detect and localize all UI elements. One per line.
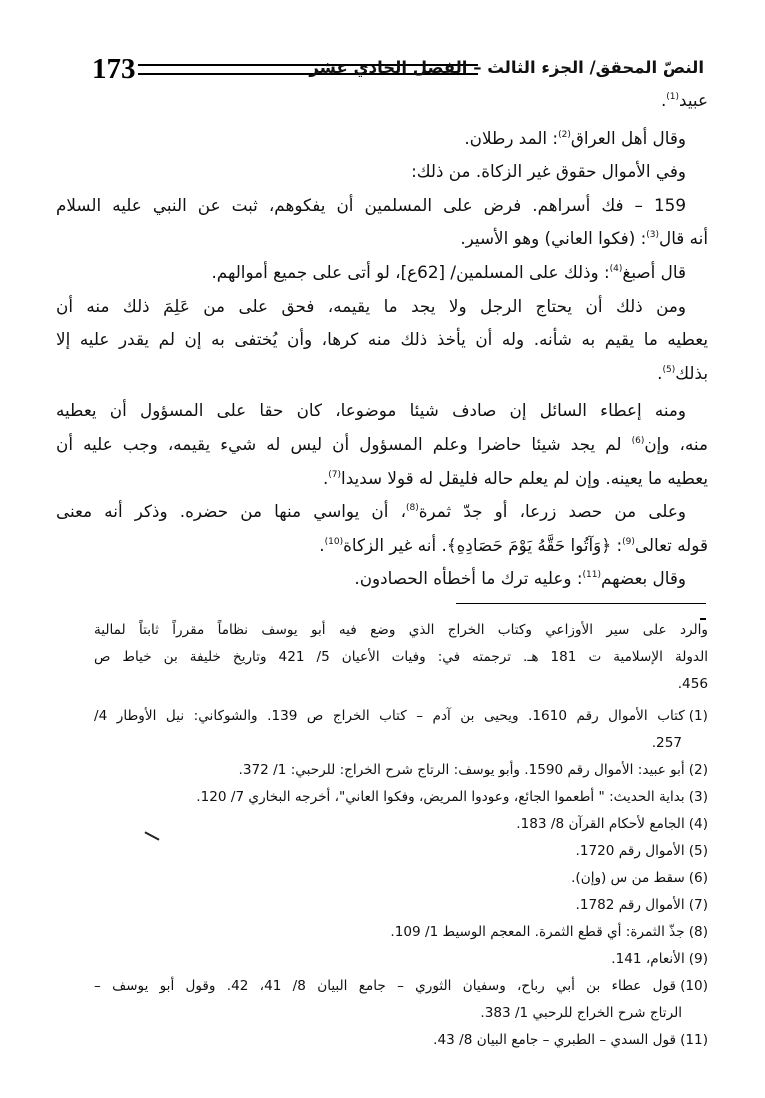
footnote-number: (5) xyxy=(688,843,708,859)
footnote-item: (3)بداية الحديث: " أطعموا الجائع، وعودوا المريض، وفكوا العاني"، أخرجه البخاري 7/ 120. xyxy=(196,789,708,805)
footnote-continued-line: والرد على سير الأوزاعي وكتاب الخراج الذي وضع فيه أبو يوسف نظاماً مقرراً ثابتاً لمالية xyxy=(94,622,708,638)
footnote-item: (11)قول السدي – الطبري – جامع البيان 8/ 43. xyxy=(433,1032,708,1048)
footnote-item: (4)الجامع لأحكام القرآن 8/ 183. xyxy=(516,816,708,832)
footnote-number: (9) xyxy=(688,951,708,967)
footnote-number: (2) xyxy=(688,762,708,778)
text-line: ومنه إعطاء السائل إن صادف شيئا موضوعا، كان حقا على المسؤول أن يعطيه xyxy=(56,400,686,421)
footnote-ref: (10) xyxy=(324,536,344,547)
footnote-ref: (3) xyxy=(646,230,659,241)
text-line: ومن ذلك أن يحتاج الرجل ولا يجد ما يقيمه، فحق على من عَلِمَ ذلك منه أن xyxy=(56,295,686,316)
text-line: عبيد$^{(1)}$. xyxy=(660,90,708,110)
text-line: يعطيه ما يعينه. وإن لم يعلم حاله فليقل له قولا سديدا$^{(7)}$. xyxy=(322,467,708,488)
text-line: 159 – فك أسراهم. فرض على المسلمين أن يفكوهم، ثبت عن النبي عليه السلام xyxy=(56,194,686,215)
footnote-number: (7) xyxy=(688,897,708,913)
footnote-ref: (9) xyxy=(622,536,635,547)
text-line: قال أصبغ$^{(4)}$: وذلك على المسلمين/ [62ع]، لو أتى على جميع أموالهم. xyxy=(211,261,686,282)
footnote-ref: (6) xyxy=(631,435,645,446)
text-line: وفي الأموال حقوق غير الزكاة. من ذلك: xyxy=(411,161,686,182)
footnote-number: (11) xyxy=(680,1032,708,1048)
running-head: النصّ المحقق/ الجزء الثالث – الفصل الحادي عشر xyxy=(309,58,704,77)
footnote-ref: (2) xyxy=(558,129,571,140)
footnote-number: (10) xyxy=(680,978,708,994)
footnote-item: (6)سقط من س (وإن). xyxy=(571,870,708,886)
text-line: وقال أهل العراق$^{(2)}$: المد رطلان. xyxy=(464,127,686,148)
footnote-ref: (7) xyxy=(328,469,342,480)
footnote-number: (3) xyxy=(688,789,708,805)
footnote-continued-line: الدولة الإسلامية ت 181 هـ. ترجمته في: وفيات الأعيان 5/ 421 وتاريخ خليفة بن خياط ص xyxy=(94,649,708,665)
footnote-ref: (4) xyxy=(609,263,623,274)
footnote-item: (2)أبو عبيد: الأموال رقم 1590. وأبو يوسف: الرتاج شرح الخراج: للرحبي: 1/ 372. xyxy=(238,762,708,778)
footnote-separator xyxy=(456,603,706,604)
footnote-item: (5)الأموال رقم 1720. xyxy=(575,843,708,859)
text-line: وعلى من حصد زرعا، أو جدّ ثمرة$^{(8)}$، أن يواسي منها من حضره. وذكر أنه معنى xyxy=(56,501,686,522)
text-line: وقال بعضهم$^{(11)}$: وعليه ترك ما أخطأه الحصادون. xyxy=(354,568,686,589)
footnote-ref: (8) xyxy=(405,503,419,514)
text-line: أنه قال$^{(3)}$: (فكوا العاني) وهو الأسير. xyxy=(460,228,708,249)
footnote-number: (4) xyxy=(688,816,708,832)
footnote-item: (10)قول عطاء بن أبي رباح، وسفيان الثوري – جامع البيان 8/ 41، 42. وقول أبو يوسف – xyxy=(94,978,708,994)
text-line: يعطيه ما يقيم به شأنه. وله أن يأخذ ذلك منه كرها، وأن يُختفى به إن لم يقدر عليه إلا xyxy=(56,329,708,350)
footnote-ref: (5) xyxy=(662,364,676,375)
footnotes xyxy=(94,617,708,1054)
text-line: قوله تعالى$^{(9)}$: ﴿وَآتُوا حَقَّهُ يَوْمَ حَصَادِهِ﴾. أنه غير الزكاة$^{(10)}$. xyxy=(319,534,708,555)
footnote-item: (1)كتاب الأموال رقم 1610. ويحيى بن آدم – كتاب الخراج ص 139. والشوكاني: نيل الأوطار 4/ xyxy=(94,708,708,724)
text-line: بذلك$^{(5)}$. xyxy=(657,362,708,383)
footnote-ref: (1) xyxy=(666,92,680,102)
footnote-continued-line: 456. xyxy=(677,676,708,692)
footnote-item: (7)الأموال رقم 1782. xyxy=(575,897,708,913)
footnote-item: (9)الأنعام، 141. xyxy=(611,951,708,967)
footnote-item-continued: الرتاج شرح الخراج للرحبي 1/ 383. xyxy=(480,1005,682,1021)
main-text xyxy=(56,84,708,596)
footnote-number: (8) xyxy=(688,924,708,940)
footnote-number: (6) xyxy=(688,870,708,886)
footnote-item-continued: 257. xyxy=(651,735,682,751)
page-number: 173 xyxy=(92,53,136,85)
footnote-item: (8)جذّ الثمرة: أي قطع الثمرة. المعجم الوسيط 1/ 109. xyxy=(390,924,708,940)
text-line: منه، وإن$^{(6)}$ لم يجد شيئا حاضرا وعلم المسؤول أن ليس له شيء يقيمه، وجب عليه أن xyxy=(56,433,708,454)
footnote-number: (1) xyxy=(688,708,708,724)
footnote-ref: (11) xyxy=(582,570,601,581)
